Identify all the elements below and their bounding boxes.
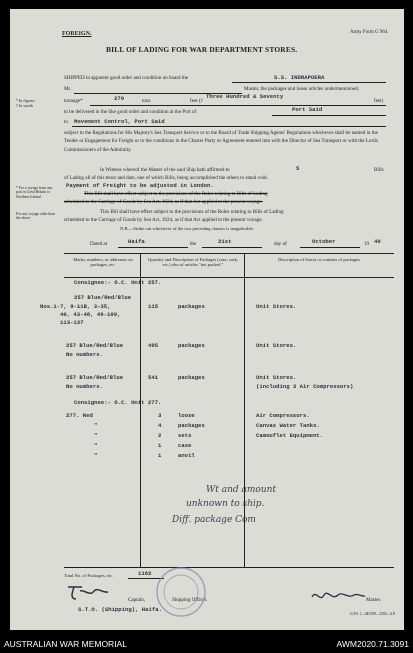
tonnage-label: tonnage* bbox=[64, 98, 83, 104]
row-contents: Unit Stores. bbox=[256, 303, 297, 310]
total-packages: 1162 bbox=[138, 570, 152, 577]
document-title: BILL OF LADING FOR WAR DEPARTMENT STORES. bbox=[106, 45, 298, 54]
tons-label: tons bbox=[142, 98, 151, 104]
row-contents: (including 3 Air Compressors) bbox=[256, 383, 354, 390]
freight-note: Payment of Freight to be adjusted in London. bbox=[66, 182, 214, 189]
row-marks: 40, 43-48, 49-109, bbox=[60, 311, 121, 318]
dated-year-prefix: 19 bbox=[364, 241, 370, 247]
handwritten-note-3: Diff. package Com bbox=[172, 515, 256, 525]
handwritten-note-1: Wt and amount bbox=[206, 485, 277, 495]
row-marks: 113-137 bbox=[60, 319, 84, 326]
row-description: sets bbox=[178, 432, 192, 439]
consignee: Movement Control, Port Said bbox=[74, 118, 165, 125]
margin-note-figures: * In figures bbox=[16, 98, 35, 103]
feet-label: feet († bbox=[190, 98, 204, 104]
witness-continued: of Lading all of this tenor and date, one of which Bills, being accomplished the others to stand void. bbox=[64, 175, 268, 181]
rules-clause-line1: This Bill shall have effect subject to the provisions of the Rules relating to Bills of Lading bbox=[100, 209, 284, 215]
row-quantity: 495 bbox=[148, 342, 159, 349]
nb-note: N.B.—Strike out whichever of the two preceding clauses is inapplicable. bbox=[120, 226, 254, 231]
dated-day-of-label: day of bbox=[274, 241, 287, 247]
row-marks: " bbox=[94, 432, 98, 439]
print-code: G.P.S. 1—M/5/89—3500—S.P. bbox=[350, 612, 396, 616]
bill-of-lading-document bbox=[10, 9, 404, 630]
witness-clause: In Witness whereof the Master of the said Ship hath affirmed to bbox=[100, 167, 230, 173]
master-label: Mr. bbox=[64, 86, 72, 92]
struck-clause-line2: scheduled to the Carriage of Goods by Sea Act, 1924, as if that Act applied to the present voyage. bbox=[64, 199, 263, 205]
column-header-contents: Description of Stores or contents of packages bbox=[278, 257, 360, 262]
column-header-marks: Marks, numbers, or addresses on packages, etc. bbox=[73, 257, 133, 268]
row-quantity: 1 bbox=[158, 452, 162, 459]
dated-year: 40 bbox=[374, 238, 381, 245]
row-contents: Air Compressors. bbox=[256, 412, 310, 419]
row-quantity: 3 bbox=[158, 412, 162, 419]
signature-master bbox=[310, 585, 366, 607]
official-stamp bbox=[154, 565, 208, 619]
row-marks: 257 Blue/Red/Blue bbox=[74, 294, 132, 301]
row-quantity: 115 bbox=[148, 303, 159, 310]
archive-accession-number: AWM2020.71.3091 bbox=[336, 639, 409, 649]
row-quantity: 1 bbox=[158, 442, 162, 449]
row-description: packages bbox=[178, 342, 205, 349]
row-description: case bbox=[178, 442, 192, 449]
foreign-label: FOREIGN. bbox=[62, 31, 92, 37]
regulations-paragraph: subject to the Regulations for His Majesty's Sea Transport Service or to the Board of Trade Shipping Agents' Regulations whichever shall be named in the Tender or Engagement for Freight or to the conditions in the Charter Party or Agreement entered into with the Director of Sea Transport or with the Lords Commissioners of the Admiralty. bbox=[64, 130, 378, 153]
margin-note-voyage: * For a voyage from any port in Great Britain or Northern Ireland bbox=[16, 186, 53, 199]
margin-note-words: † In words bbox=[16, 103, 34, 108]
row-marks: 277. Red bbox=[66, 412, 93, 419]
row-description: loose bbox=[178, 412, 195, 419]
row-description: packages bbox=[178, 374, 205, 381]
feet-close: feet) bbox=[374, 98, 384, 104]
row-marks: Nos.1-7, 9-11B, 3-35, bbox=[40, 303, 111, 310]
sto-haifa: S.T.O. (Shipping), Haifa. bbox=[78, 606, 162, 613]
row-marks: 257 Blue/Red/Blue bbox=[66, 342, 124, 349]
rules-clause-line2: scheduled to the Carriage of Goods by Sea Act, 1924, as if that Act applied to the present voyage. bbox=[64, 217, 263, 223]
port-of-delivery: Port Said bbox=[292, 106, 323, 113]
delivery-clause: to be delivered in the like good order and condition at the Port of bbox=[64, 109, 197, 115]
dated-at-label: Dated at bbox=[90, 241, 108, 247]
form-number: Army Form G 964 bbox=[350, 30, 388, 35]
row-marks: No numbers. bbox=[66, 351, 103, 358]
captain-label: Captain, bbox=[128, 597, 146, 603]
ship-name: S.S. INDRAPOERA bbox=[274, 74, 325, 81]
handwritten-note-2: unknown to ship. bbox=[186, 499, 265, 509]
bills-count: 5 bbox=[296, 165, 300, 172]
row-contents: Camouflet Equipment. bbox=[256, 432, 324, 439]
row-marks: Consignee:- O.C. Unit 277. bbox=[74, 399, 162, 406]
struck-clause-line1: This Bill shall have effect subject to the provisions of the Rules relating to Bills of Lading bbox=[84, 191, 268, 197]
dated-the-label: the bbox=[190, 241, 197, 247]
row-contents: Unit Stores. bbox=[256, 374, 297, 381]
master-clause: Master, the packages and loose articles undermentioned, bbox=[244, 86, 359, 92]
row-quantity: 4 bbox=[158, 422, 162, 429]
row-description: anvil bbox=[178, 452, 195, 459]
row-marks: No numbers. bbox=[66, 383, 103, 390]
row-description: packages bbox=[178, 422, 205, 429]
feet-in-words: Three Hundred & Seventy bbox=[206, 93, 284, 100]
row-description: packages bbox=[178, 303, 205, 310]
column-header-quantity: Quantity and Description of Packages (case, cask, etc.) also of articles "not packed." bbox=[148, 257, 238, 268]
shipping-officer-label: Shipping Officer. bbox=[172, 597, 208, 603]
master-signature-label: Master. bbox=[366, 597, 382, 603]
signature-shipping-officer bbox=[64, 579, 110, 605]
row-marks: " bbox=[94, 452, 98, 459]
row-marks: " bbox=[94, 442, 98, 449]
row-contents: Unit Stores. bbox=[256, 342, 297, 349]
tonnage-value: 270 bbox=[114, 95, 125, 102]
total-packages-label: Total No. of Packages, etc. bbox=[64, 573, 114, 578]
row-marks: 257 Blue/Red/Blue bbox=[66, 374, 124, 381]
margin-note-other: For any voyage other than the above bbox=[16, 212, 55, 221]
dated-month: October bbox=[312, 238, 336, 245]
bills-label: Bills bbox=[374, 167, 384, 173]
consignee-to-label: to bbox=[64, 119, 68, 125]
dated-day: 21st bbox=[218, 238, 232, 245]
row-contents: Canvas Water Tanks. bbox=[256, 422, 320, 429]
row-quantity: 541 bbox=[148, 374, 159, 381]
dated-place: Haifa bbox=[128, 238, 145, 245]
archive-institution: AUSTRALIAN WAR MEMORIAL bbox=[4, 639, 127, 649]
row-marks: " bbox=[94, 422, 98, 429]
row-marks: Consignee:- O.C. Unit 257. bbox=[74, 279, 162, 286]
shipped-clause: SHIPPED in apparent good order and condition on board the bbox=[64, 75, 189, 81]
row-quantity: 2 bbox=[158, 432, 162, 439]
archive-caption-bar bbox=[0, 636, 413, 653]
